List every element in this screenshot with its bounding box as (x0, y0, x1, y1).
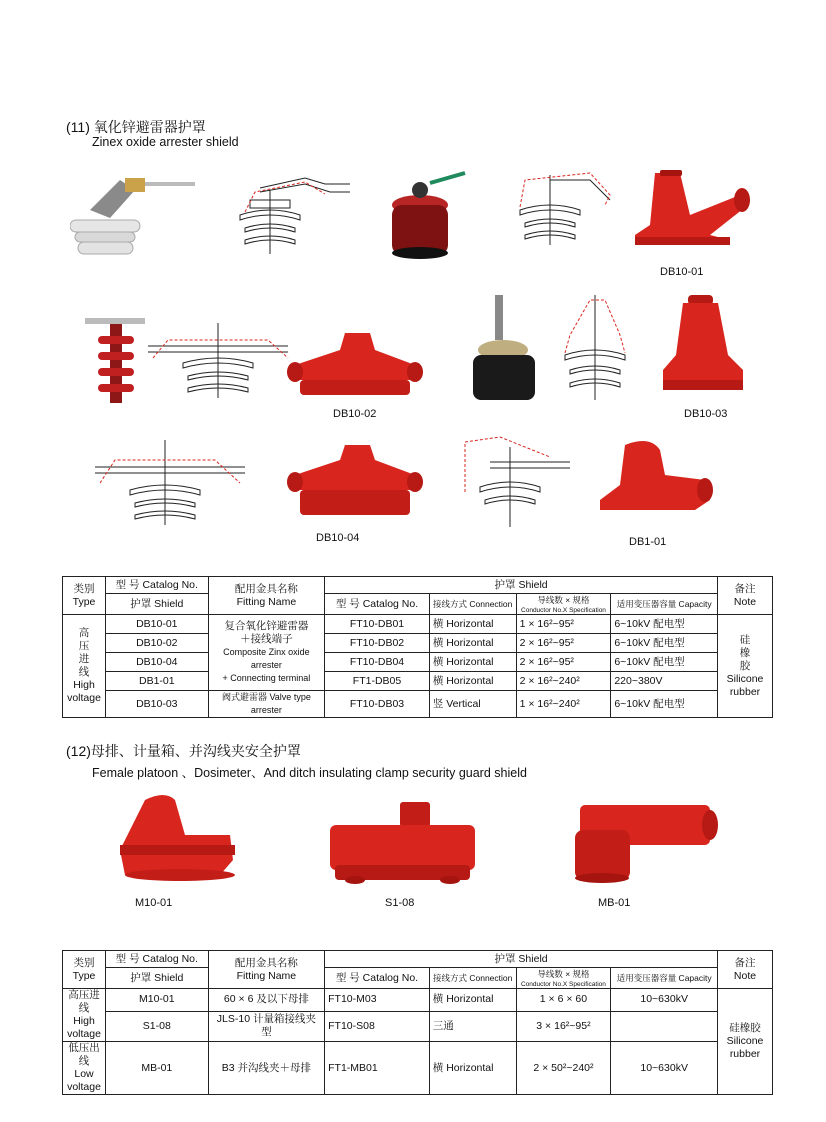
th-fitting-cn: 配用金具名称 (234, 582, 298, 595)
cell-catalog: FT10-DB01 (325, 615, 430, 634)
cell-shield: DB10-02 (105, 634, 208, 653)
cell-conductor: 2 × 16²~95² (516, 634, 611, 653)
caption-mb-01: MB-01 (598, 897, 631, 909)
category-char: 压 (78, 640, 90, 652)
th-model: 型 号 Catalog No. (105, 577, 208, 594)
cell-capacity: 6~10kV 配电型 (611, 634, 718, 653)
cell-shield: MB-01 (105, 1042, 208, 1095)
caption-db10-01: DB10-01 (660, 266, 704, 278)
category-char: 高 (78, 627, 90, 639)
caption-m10-01: M10-01 (135, 897, 173, 909)
cell-fitting: B3 并沟线夹＋母排 (208, 1042, 325, 1095)
fitting-composite (208, 615, 325, 691)
table-row (63, 691, 773, 718)
category-cn: 低压出线 (68, 1042, 100, 1067)
note-en: rubber (729, 685, 761, 698)
cell-catalog: FT1-DB05 (325, 672, 430, 691)
th-type (63, 951, 106, 989)
th-guard: 护罩 Shield (325, 951, 718, 968)
shield-db1-01-image (595, 435, 715, 515)
category-low-voltage (63, 1042, 106, 1095)
table-row (63, 1042, 773, 1095)
cell-conductor: 3 × 16²~95² (516, 1011, 611, 1041)
cell-capacity: 10~630kV (611, 989, 718, 1012)
th-note (718, 951, 773, 989)
cell-capacity: 6~10kV 配电型 (611, 653, 718, 672)
note-cn: 硅橡胶 (729, 1022, 761, 1034)
arrester-diagram-5 (95, 435, 245, 530)
cell-capacity: 10~630kV (611, 1042, 718, 1095)
th-catalog: 型 号 Catalog No. (325, 968, 430, 989)
fitting-line: Composite Zinx oxide arrester (223, 647, 310, 670)
arrester-diagram-2 (515, 165, 615, 250)
th-capacity: 适用变压器容量 Capacity (611, 968, 718, 989)
fitting-line: + Connecting terminal (222, 673, 311, 683)
cell-shield: DB10-03 (105, 691, 208, 718)
fitting-line: ＋接线端子 (240, 633, 293, 645)
th-model: 型 号 Catalog No. (105, 951, 208, 968)
table-row (63, 634, 773, 653)
cell-connection: 横 Horizontal (429, 1042, 516, 1095)
shield-db10-03-image (658, 295, 748, 400)
spec-table-2 (62, 950, 773, 1095)
table-row (63, 672, 773, 691)
th-conductor (516, 594, 611, 615)
note-char: 硅 (739, 633, 751, 646)
th-note (718, 577, 773, 615)
category-en: voltage (67, 692, 101, 704)
cell-capacity: 220~380V (611, 672, 718, 691)
cell-capacity: 6~10kV 配电型 (611, 615, 718, 634)
fitting-line: 复合氧化锌避雷器 (224, 620, 309, 632)
cell-connection: 横 Horizontal (429, 634, 516, 653)
cell-connection: 横 Horizontal (429, 653, 516, 672)
th-type-cn: 类别 (73, 956, 95, 969)
cell-capacity: 6~10kV 配电型 (611, 691, 718, 718)
th-conductor-cn: 导线数 × 规格 (537, 595, 590, 605)
caption-db1-01: DB1-01 (629, 536, 667, 548)
arrester-photo-4 (465, 295, 555, 400)
cell-conductor: 1 × 16²~240² (516, 691, 611, 718)
fitting-valve: 阀式避雷器 Valve type arrester (208, 691, 325, 718)
th-fitting (208, 951, 325, 989)
note-char: 橡 (739, 646, 751, 659)
th-connection: 接线方式 Connection (429, 968, 516, 989)
th-note-cn: 备注 (734, 582, 756, 595)
cell-shield: DB10-01 (105, 615, 208, 634)
cell-catalog: FT10-M03 (325, 989, 430, 1012)
th-capacity: 适用变压器容量 Capacity (611, 594, 718, 615)
note-char: 胶 (739, 659, 751, 672)
cell-connection: 横 Horizontal (429, 989, 516, 1012)
th-note-cn: 备注 (734, 956, 756, 969)
note-en: Silicone (726, 672, 764, 685)
category-high-voltage (63, 989, 106, 1042)
section-12-title: (12)母排、计量箱、并沟线夹安全护罩 (66, 743, 301, 759)
table-row (63, 1011, 773, 1041)
cell-fitting: 60 × 6 及以下母排 (208, 989, 325, 1012)
cell-capacity (611, 1011, 718, 1041)
category-cn: 高压进线 (68, 989, 100, 1014)
arrester-diagram-3 (148, 318, 293, 403)
table-row (63, 615, 773, 634)
cell-catalog: FT10-DB04 (325, 653, 430, 672)
category-en: High (73, 1015, 95, 1027)
cell-connection: 三通 (429, 1011, 516, 1041)
th-conductor (516, 968, 611, 989)
th-conductor-en: Conductor No.X Specification (520, 981, 606, 988)
th-fitting-en: Fitting Name (236, 969, 297, 982)
cell-connection: 横 Horizontal (429, 672, 516, 691)
cell-conductor: 1 × 16²~95² (516, 615, 611, 634)
th-shield: 护罩 Shield (105, 968, 208, 989)
shield-db10-04-image (285, 440, 425, 525)
th-type (63, 577, 106, 615)
th-note-en: Note (733, 969, 757, 982)
cell-catalog: FT10-DB02 (325, 634, 430, 653)
th-catalog: 型 号 Catalog No. (325, 594, 430, 615)
th-note-en: Note (733, 595, 757, 608)
section-11-subtitle: Zinex oxide arrester shield (92, 135, 239, 149)
th-guard: 护罩 Shield (325, 577, 718, 594)
cell-connection: 横 Horizontal (429, 615, 516, 634)
note-en: Silicone (726, 1035, 764, 1047)
cell-catalog: FT1-MB01 (325, 1042, 430, 1095)
th-fitting-cn: 配用金具名称 (234, 956, 298, 969)
arrester-photo-1 (70, 170, 195, 260)
arrester-photo-2 (385, 165, 475, 260)
th-shield: 护罩 Shield (105, 594, 208, 615)
note-en: rubber (729, 1048, 761, 1060)
cell-catalog: FT10-DB03 (325, 691, 430, 718)
arrester-photo-3 (80, 308, 150, 403)
category-en: voltage (67, 1081, 101, 1093)
cell-conductor: 2 × 50²~240² (516, 1042, 611, 1095)
th-type-en: Type (72, 969, 96, 982)
th-conductor-cn: 导线数 × 规格 (537, 969, 590, 979)
caption-db10-02: DB10-02 (333, 408, 377, 420)
cell-conductor: 2 × 16²~95² (516, 653, 611, 672)
th-type-cn: 类别 (73, 582, 95, 595)
caption-s1-08: S1-08 (385, 897, 415, 909)
section-12-subtitle: Female platoon 、Dosimeter、And ditch insulating clamp security guard shield (92, 766, 527, 780)
arrester-diagram-1 (235, 170, 350, 255)
shield-db10-02-image (285, 325, 425, 400)
cell-catalog: FT10-S08 (325, 1011, 430, 1041)
caption-db10-03: DB10-03 (684, 408, 728, 420)
note-silicone-rubber (718, 615, 773, 718)
cell-connection: 竖 Vertical (429, 691, 516, 718)
th-conductor-en: Conductor No.X Specification (521, 607, 606, 614)
category-high-voltage (63, 615, 106, 718)
cell-conductor: 2 × 16²~240² (516, 672, 611, 691)
note-silicone-rubber (718, 989, 773, 1095)
cell-shield: DB10-04 (105, 653, 208, 672)
category-en: Low (74, 1068, 94, 1080)
arrester-diagram-4 (560, 295, 635, 405)
table-row (63, 989, 773, 1012)
table-row (63, 653, 773, 672)
category-char: 进 (78, 653, 90, 665)
cell-fitting: JLS-10 计量箱接线夹型 (208, 1011, 325, 1041)
category-char: 线 (78, 666, 90, 678)
shield-db10-01-image (630, 165, 755, 255)
cell-conductor: 1 × 6 × 60 (516, 989, 611, 1012)
caption-db10-04: DB10-04 (316, 532, 360, 544)
th-type-en: Type (72, 595, 96, 608)
cell-shield: S1-08 (105, 1011, 208, 1041)
arrester-diagram-6 (460, 432, 570, 532)
shield-m10-01-image (115, 790, 240, 890)
cell-shield: DB1-01 (105, 672, 208, 691)
category-en: voltage (67, 1028, 101, 1040)
cell-shield: M10-01 (105, 989, 208, 1012)
shield-mb-01-image (570, 800, 720, 885)
spec-table-1 (62, 576, 773, 718)
category-en: High (73, 679, 95, 691)
section-11-title: (11) 氧化锌避雷器护罩 (66, 119, 206, 135)
shield-s1-08-image (325, 800, 480, 885)
th-fitting (208, 577, 325, 615)
th-connection: 接线方式 Connection (429, 594, 516, 615)
th-fitting-en: Fitting Name (236, 595, 297, 608)
